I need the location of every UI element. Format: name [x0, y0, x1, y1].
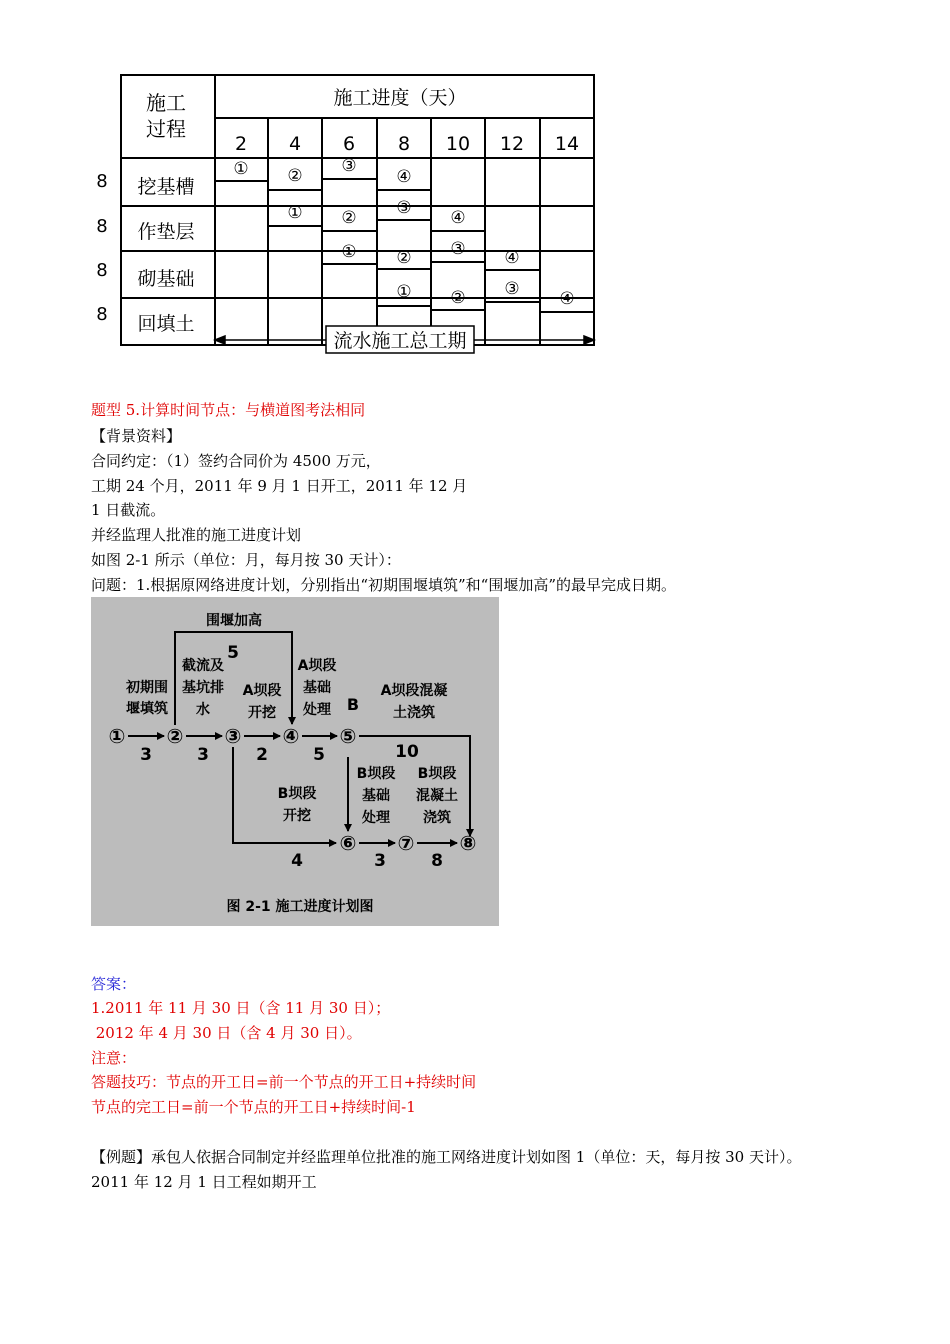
bar-mark: ② [287, 166, 303, 186]
activity-label: 开挖 [248, 705, 276, 721]
bar-mark: ④ [559, 289, 575, 309]
network-node: ⑥ [339, 831, 357, 855]
activity-duration: 2 [256, 745, 268, 765]
activity-label: 浇筑 [423, 810, 451, 826]
bar-mark: ④ [396, 167, 412, 187]
section-title: 题型 5.计算时间节点：与横道图考法相同 [91, 401, 366, 419]
paragraph-line: 1 日截流。 [91, 501, 166, 519]
bar-mark: ① [396, 282, 412, 302]
example-line: 2011 年 12 月 1 日工程如期开工 [91, 1173, 317, 1191]
activity-label: 水 [196, 702, 210, 718]
node-b-label: B [346, 695, 360, 714]
network-schedule-figure [91, 597, 499, 926]
day-tick: 14 [554, 133, 580, 155]
activity-duration: 5 [227, 643, 239, 663]
activity-duration: 4 [291, 851, 303, 871]
network-node: ⑧ [459, 831, 477, 855]
activity-label: 基础 [303, 680, 331, 696]
paragraph-line: 如图 2-1 所示（单位：月，每月按 30 天计）： [91, 551, 401, 569]
activity-label: A坝段 [242, 683, 282, 699]
day-tick: 4 [288, 133, 302, 155]
bar-mark: ④ [504, 248, 520, 268]
row-duration: 8 [96, 260, 108, 281]
total-duration-label: 流水施工总工期 [333, 330, 467, 352]
activity-label: 截流及 [182, 658, 224, 674]
bar-mark: ② [450, 288, 466, 308]
network-node: ⑤ [339, 724, 357, 748]
activity-duration: 5 [313, 745, 325, 765]
network-node: ④ [282, 724, 300, 748]
paragraph-line: 工期 24 个月，2011 年 9 月 1 日开工，2011 年 12 月 [91, 477, 468, 495]
bar-mark: ③ [341, 156, 357, 176]
tip-line: 答题技巧：节点的开工日=前一个节点的开工日+持续时间 [91, 1073, 477, 1091]
bar-mark: ④ [450, 208, 466, 228]
activity-duration: 3 [374, 851, 386, 871]
example-line: 【例题】承包人依据合同制定并经监理单位批准的施工网络进度计划如图 1（单位：天，每月按 30 天计）。 [91, 1148, 802, 1166]
note-label: 注意： [91, 1049, 137, 1067]
day-tick: 6 [342, 133, 356, 155]
bar-mark: ① [287, 203, 303, 223]
row-label: 作垫层 [137, 221, 195, 243]
day-tick: 8 [397, 133, 411, 155]
bar-mark: ② [396, 248, 412, 268]
activity-label: 初期围 [126, 680, 168, 696]
activity-label: A坝段 [297, 658, 337, 674]
day-tick: 10 [445, 133, 471, 155]
question-line: 问题：1.根据原网络进度计划，分别指出“初期围堰填筑”和“围堰加高”的最早完成日期。 [91, 576, 676, 594]
activity-label: B坝段 [277, 786, 317, 802]
activity-label: 基坑排 [182, 680, 224, 696]
bar-mark: ① [341, 242, 357, 262]
activity-label: 处理 [303, 702, 331, 718]
paragraph-line: 合同约定：（1）签约合同价为 4500 万元， [91, 452, 381, 470]
row-label: 砌基础 [137, 268, 195, 290]
tip-line: 节点的完工日=前一个节点的开工日+持续时间-1 [91, 1098, 416, 1116]
row-duration: 8 [96, 171, 108, 192]
answer-line: 1.2011 年 11 月 30 日（含 11 月 30 日）； [91, 999, 391, 1017]
row-duration: 8 [96, 216, 108, 237]
activity-duration: 8 [431, 851, 443, 871]
header-progress: 施工进度（天） [333, 87, 467, 109]
bar-mark: ② [341, 208, 357, 228]
activity-label: 处理 [362, 810, 390, 826]
row-label: 回填土 [137, 313, 195, 335]
network-node: ② [166, 724, 184, 748]
activity-duration: 10 [395, 742, 419, 762]
activity-label: 围堰加高 [206, 613, 262, 629]
bar-mark: ① [233, 159, 249, 179]
bar-mark: ③ [450, 239, 466, 259]
activity-label: A坝段混凝 [380, 683, 448, 699]
activity-duration: 3 [197, 745, 209, 765]
answer-label: 答案： [91, 975, 137, 993]
activity-label: 混凝土 [416, 788, 458, 804]
day-tick: 2 [234, 133, 248, 155]
bar-mark: ③ [504, 279, 520, 299]
paragraph-line: 并经监理人批准的施工进度计划 [91, 526, 302, 544]
flow-schedule-figure [88, 70, 603, 355]
activity-label: B坝段 [417, 766, 457, 782]
header-process-2: 过程 [146, 117, 186, 141]
activity-label: 开挖 [283, 808, 311, 824]
row-duration: 8 [96, 304, 108, 325]
row-label: 挖基槽 [137, 176, 195, 198]
network-node: ⑦ [397, 831, 415, 855]
background-heading: 【背景资料】 [91, 427, 182, 445]
answer-line: 2012 年 4 月 30 日（含 4 月 30 日）。 [91, 1024, 362, 1042]
day-tick: 12 [499, 133, 525, 155]
activity-label: 基础 [362, 788, 390, 804]
activity-label: B坝段 [356, 766, 396, 782]
header-process-1: 施工 [146, 91, 186, 115]
bar-mark: ③ [396, 198, 412, 218]
figure-caption: 图 2-1 施工进度计划图 [226, 899, 374, 915]
activity-label: 堰填筑 [126, 701, 168, 717]
activity-label: 土浇筑 [393, 705, 435, 721]
activity-duration: 3 [140, 745, 152, 765]
network-node: ③ [224, 724, 242, 748]
network-node: ① [108, 724, 126, 748]
